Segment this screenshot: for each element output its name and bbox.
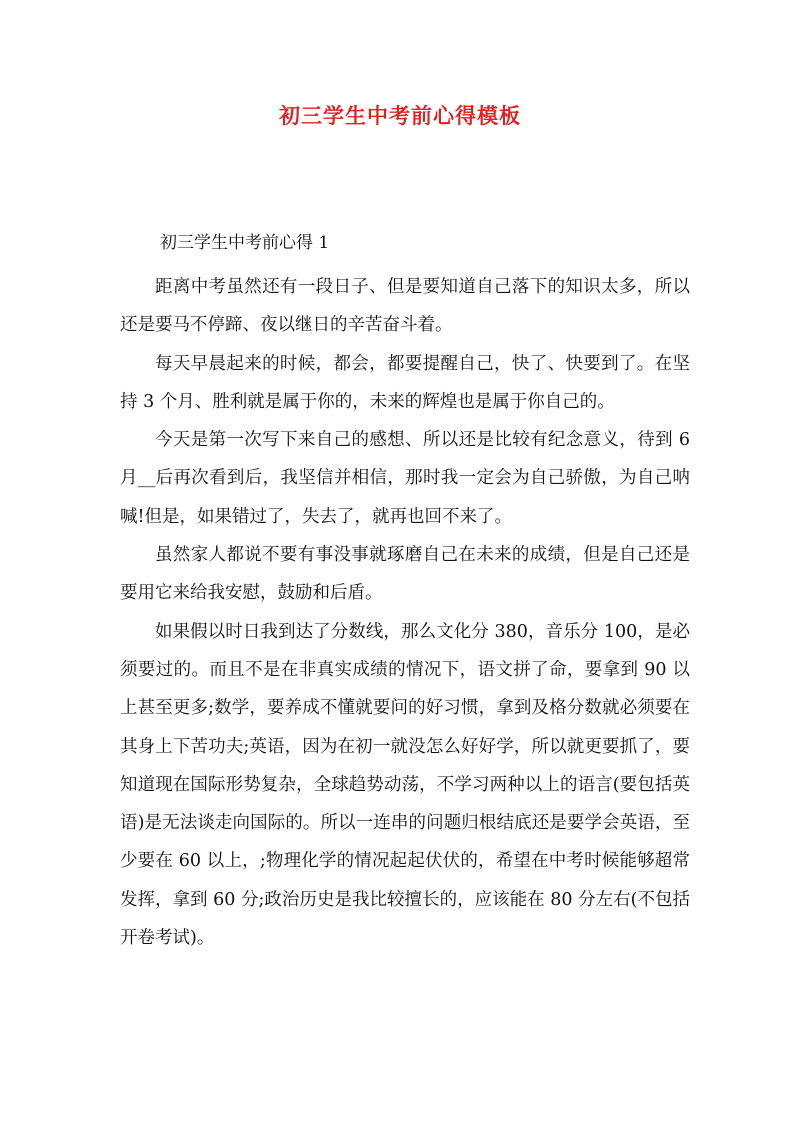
paragraph: 今天是第一次写下来自己的感想、所以还是比较有纪念意义，待到 6 月__后再次看到后，我坚信并相信，那时我一定会为自己骄傲，为自己呐喊!但是，如果错过了，失去了，就再也回不来了。: [120, 430, 690, 527]
section-heading: 初三学生中考前心得 1: [160, 233, 330, 253]
paragraph: 虽然家人都说不要有事没事就琢磨自己在未来的成绩，但是自己还是要用它来给我安慰，鼓励和后盾。: [120, 545, 690, 604]
document-body: [120, 268, 690, 957]
paragraph: 如果假以时日我到达了分数线，那么文化分 380，音乐分 100，是必须要过的。而且不是在非真实成绩的情况下，语文拼了命，要拿到 90 以上甚至更多;数学，要养成不懂就要问的好习惯，拿到及格分数就必须要在其身上下苦功夫;英语，因为在初一就没怎么好好学，所以就更要抓了，要知道现在国际形势复杂，全球趋势动荡，不学习两种以上的语言(要包括英语)是无法谈走向国际的。所以一连串的问题归根结底还是要学会英语，至少要在 60 以上，;物理化学的情况起起伏伏的，希望在中考时候能够超常发挥，拿到 60 分;政治历史是我比较擅长的，应该能在 80 分左右(不包括开卷考试)。: [120, 621, 690, 949]
paragraph: 每天早晨起来的时候，都会，都要提醒自己，快了、快要到了。在坚持 3 个月、胜利就是属于你的，未来的辉煌也是属于你自己的。: [120, 353, 690, 412]
paragraph: 距离中考虽然还有一段日子、但是要知道自己落下的知识太多，所以还是要马不停蹄、夜以继日的辛苦奋斗着。: [120, 277, 690, 336]
document-title: 初三学生中考前心得模板: [279, 103, 521, 128]
